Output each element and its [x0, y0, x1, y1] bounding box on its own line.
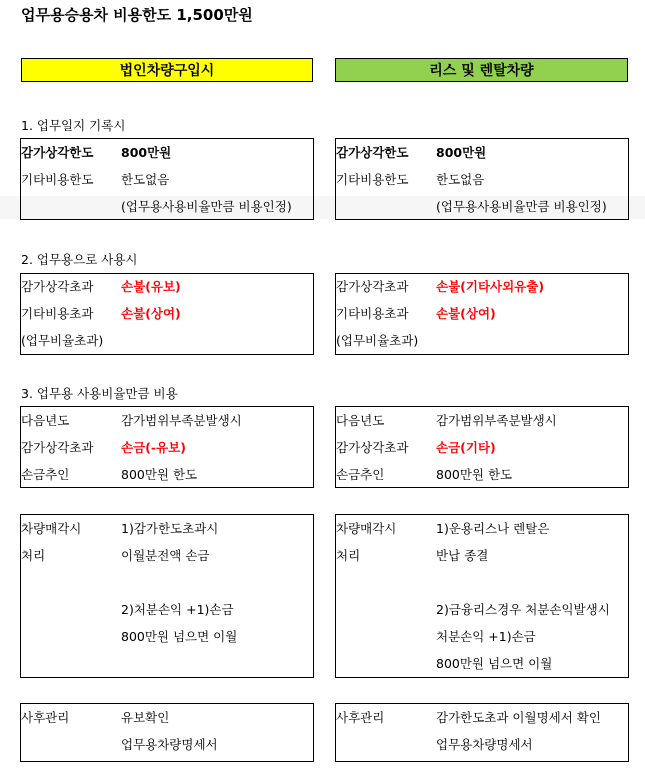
- value: 손금(-유보): [121, 440, 186, 455]
- note: (업무용사용비율만큼 비용인정): [436, 199, 607, 214]
- label: 감가상각한도: [21, 145, 94, 160]
- section-title-usage-ratio: 3. 업무용 사용비율만큼 비용: [21, 386, 178, 401]
- box4-left: [20, 514, 314, 678]
- value: 손금(기타): [436, 440, 496, 455]
- label: 차량매각시: [21, 521, 82, 536]
- value: 2)금융리스경우 처분손익발생시: [436, 602, 610, 617]
- value: 손불(유보): [121, 279, 181, 294]
- header-corporate-purchase: 법인차량구입시: [21, 58, 313, 82]
- page-title: 업무용승용차 비용한도 1,500만원: [21, 6, 253, 24]
- box2-left: [20, 273, 314, 355]
- section-title-business-use: 2. 업무용으로 사용시: [21, 252, 138, 267]
- value: 2)처분손익 +1)손금: [121, 602, 234, 617]
- value: 한도없음: [121, 172, 170, 187]
- label: 기타비용초과: [336, 306, 409, 321]
- label: 다음년도: [336, 413, 385, 428]
- value: 손불(상여): [121, 306, 181, 321]
- value: 유보확인: [121, 710, 170, 725]
- value: 손불(상여): [436, 306, 496, 321]
- value: 감가범위부족분발생시: [121, 413, 242, 428]
- value: 800만원 한도: [121, 467, 198, 482]
- box3-left: [20, 406, 314, 488]
- value: 800만원 넘으면 이월: [436, 656, 553, 671]
- label: 처리: [21, 548, 46, 563]
- value: 한도없음: [436, 172, 485, 187]
- section-title-logbook: 1. 업무일지 기록시: [21, 118, 126, 133]
- value: 800만원: [121, 145, 172, 160]
- box5-right: [335, 703, 629, 762]
- label: 처리: [336, 548, 361, 563]
- label: 감가상각초과: [21, 440, 94, 455]
- value: 800만원: [436, 145, 487, 160]
- label: 기타비용한도: [336, 172, 409, 187]
- value: 처분손익 +1)손금: [436, 629, 536, 644]
- value: 업무용차량명세서: [436, 737, 533, 752]
- value: 반납 종결: [436, 548, 489, 563]
- value: 1)운용리스나 렌탈은: [436, 521, 550, 536]
- note: (업무용사용비율만큼 비용인정): [121, 199, 292, 214]
- value: 감가범위부족분발생시: [436, 413, 557, 428]
- label: 감가상각초과: [336, 440, 409, 455]
- label: 감가상각초과: [336, 279, 409, 294]
- box5-left: [20, 703, 314, 762]
- box1-right: [335, 138, 629, 220]
- value: 800만원 넘으면 이월: [121, 629, 238, 644]
- label: 손금추인: [336, 467, 385, 482]
- value: 손불(기타사외유출): [436, 279, 545, 294]
- label: 다음년도: [21, 413, 70, 428]
- label: 기타비용한도: [21, 172, 94, 187]
- header-lease-rental: 리스 및 렌탈차량: [335, 58, 628, 82]
- label: (업무비율초과): [21, 333, 104, 348]
- label: (업무비율초과): [336, 333, 419, 348]
- box3-right: [335, 406, 629, 488]
- value: 이월분전액 손금: [121, 548, 210, 563]
- label: 사후관리: [336, 710, 385, 725]
- value: 1)감가한도초과시: [121, 521, 219, 536]
- box2-right: [335, 273, 629, 355]
- label: 차량매각시: [336, 521, 397, 536]
- label: 사후관리: [21, 710, 70, 725]
- value: 800만원 한도: [436, 467, 513, 482]
- label: 손금추인: [21, 467, 70, 482]
- box4-right: [335, 514, 629, 678]
- value: 업무용차량명세서: [121, 737, 218, 752]
- box1-left: [20, 138, 314, 220]
- label: 감가상각초과: [21, 279, 94, 294]
- label: 감가상각한도: [336, 145, 409, 160]
- label: 기타비용초과: [21, 306, 94, 321]
- value: 감가한도초과 이월명세서 확인: [436, 710, 601, 725]
